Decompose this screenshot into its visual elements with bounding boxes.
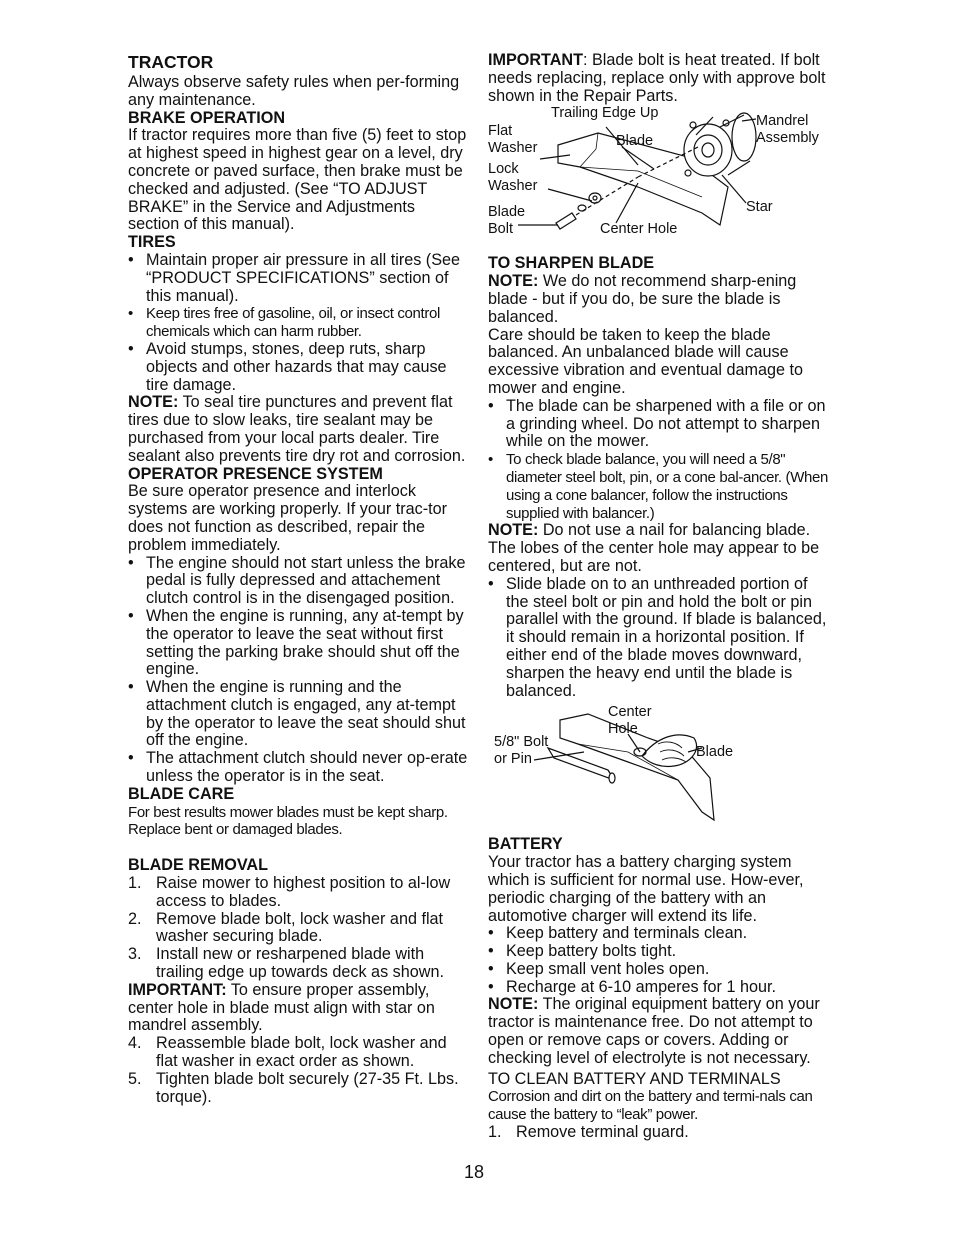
label-pin-1: 5/8" Bolt [494,734,549,751]
label-blade: Blade [616,133,654,150]
note-text: We do not recommend sharp-ening blade - but if you do, be sure the blade is balanced. [488,272,797,326]
label-lock-1: Lock [488,161,519,178]
page-number: 18 [464,1162,485,1182]
ops-heading: OPERATOR PRESENCE SYSTEM [128,464,383,483]
ops-list [128,555,468,786]
step-item [128,911,468,947]
battery-note [488,996,828,1067]
blade-care-heading: BLADE CARE [128,784,235,803]
label-bolt-2: Bolt [488,221,513,238]
step-item [488,1124,828,1142]
tractor-intro: Always observe safety rules when per-forming any maintenance. [128,73,460,109]
clean-steps [488,1124,828,1142]
step-number: 3. [128,945,142,964]
note-label: NOTE: [128,393,179,412]
label-center-1: Center [608,704,652,721]
list-item: • Keep tires free of gasoline, oil, or insect control chemicals which can harm rubber. [128,305,468,341]
list-item: • The attachment clutch should never op-erate unless the operator is in the seat. [128,750,468,786]
step-text: Raise mower to highest position to al-low access to blades. [156,874,451,910]
sharpen-note [488,273,828,326]
label-flat-2: Washer [488,140,538,157]
sharpen-list [488,398,828,523]
step-text: Remove terminal guard. [516,1123,689,1142]
step-item [128,946,468,982]
balance-list [488,576,828,701]
left-column [128,52,468,1106]
label-star: Star [746,199,773,216]
list-item: • Keep battery bolts tight. [488,943,828,961]
label-mandrel-2: Assembly [756,130,819,147]
tires-heading: TIRES [128,233,176,252]
step-number: 2. [128,909,142,928]
note-text: Do not use a nail for balancing blade. The lobes of the center hole may appear to be centered, but are not. [488,521,820,575]
brake-heading: BRAKE OPERATION [128,108,286,127]
removal-steps-a [128,875,468,982]
label-center-hole: Center Hole [600,221,678,238]
removal-steps-b [128,1035,468,1106]
battery-list [488,925,828,996]
important-text: To ensure proper assembly, center hole in blade must align with star on mandrel assembly. [128,980,435,1035]
step-text: Tighten blade bolt securely (27-35 Ft. Lbs. torque). [156,1069,459,1106]
label-bolt-1: Blade [488,204,526,221]
label-mandrel-1: Mandrel [756,113,809,130]
blade-assembly-figure [488,105,828,245]
label-flat-1: Flat [488,123,513,140]
list-item: • The blade can be sharpened with a file or on a grinding wheel. Do not attempt to sharpen while on the mower. [488,398,828,451]
list-item: • When the engine is running and the attachment clutch is engaged, any at-tempt by the operator to leave the seat should shut off the engine. [128,679,468,750]
tractor-heading: TRACTOR [128,52,214,72]
bolt-important [488,52,828,105]
blade-balance-figure [488,704,828,828]
list-item: • Recharge at 6-10 amperes for 1 hour. [488,979,828,997]
label-pin-2: or Pin [494,751,532,768]
ops-text: Be sure operator presence and interlock systems are working properly. If your trac-tor does not function as described, repair the problem immediately. [128,482,448,554]
step-text: Install new or resharpened blade with trailing edge up towards deck as shown. [156,945,444,982]
note-label: NOTE: [488,995,539,1014]
battery-heading: BATTERY [488,835,563,854]
step-item [128,1035,468,1071]
list-item: • To check blade balance, you will need a 5/8" diameter steel bolt, pin, or a cone bal-ancer. (When using a cone balancer, follow the instructions supplied with balancer.) [488,451,828,522]
brake-text: If tractor requires more than five (5) feet to stop at highest speed in highest gear on a level, dry concrete or paved surface, then brake must be checked and adjusted. (See “TO ADJUST BRAKE” in the Service and Adjustments section of this manual). [128,126,467,234]
step-number: 1. [128,874,142,893]
label-blade: Blade [696,744,734,761]
tires-list [128,252,468,394]
step-number: 4. [128,1034,142,1053]
important-text: : Blade bolt is heat treated. If bolt needs replacing, replace only with approve bolt shown in the Repair Parts. [488,51,826,105]
note-text: To seal tire punctures and prevent flat tires due to slow leaks, tire sealant may be purchased from your local parts dealer. Tire sealant also prevents tire dry rot and corrosion. [128,393,466,465]
note-label: NOTE: [488,272,539,291]
sharpen-text: Care should be taken to keep the blade balanced. An unbalanced blade will cause excessive vibration and eventual damage to mower and engine. [488,325,803,397]
list-item: • Avoid stumps, stones, deep ruts, sharp objects and other hazards that may cause tire damage. [128,341,468,394]
important-label: IMPORTANT [488,51,584,69]
note-text: The original equipment battery on your tractor is maintenance free. Do not attempt to open or remove caps or covers. Adding or checking level of electrolyte is not necessary. [488,995,820,1067]
step-text: Reassemble blade bolt, lock washer and flat washer in exact order as shown. [156,1034,447,1071]
step-number: 5. [128,1069,142,1088]
label-center-2: Hole [608,721,638,738]
blade-care-text: For best results mower blades must be kept sharp. Replace bent or damaged blades. [128,803,448,839]
clean-text: Corrosion and dirt on the battery and termi-nals can cause the battery to “leak” power. [488,1088,813,1124]
blade-balance-illustration [488,708,828,828]
label-trailing-edge: Trailing Edge Up [551,105,659,122]
blade-removal-heading: BLADE REMOVAL [128,856,268,875]
spacer [128,839,468,857]
list-item: • When the engine is running, any at-tempt by the operator to leave the seat without first setting the parking brake should shut off the engine. [128,608,468,679]
important-label: IMPORTANT: [128,980,227,999]
list-item: • Keep battery and terminals clean. [488,925,828,943]
label-lock-2: Washer [488,178,538,195]
clean-heading: TO CLEAN BATTERY AND TERMINALS [488,1069,781,1088]
removal-important [128,982,468,1035]
step-text: Remove blade bolt, lock washer and flat washer securing blade. [156,909,444,946]
note-label: NOTE: [488,521,539,540]
balance-note [488,522,828,575]
list-item: • Keep small vent holes open. [488,961,828,979]
battery-text: Your tractor has a battery charging system which is sufficient for normal use. How-ever, periodic charging of the battery with an automotive charger will extend its life. [488,853,804,925]
step-item [128,875,468,911]
tires-note [128,394,468,465]
list-item: • Slide blade on to an unthreaded portion of the steel bolt or pin and hold the bolt or pin parallel with the ground. If blade is balanced, it should remain in a horizontal position. If either end of the blade moves downward, sharpen the heavy end until the blade is balanced. [488,576,828,701]
list-item: • Maintain proper air pressure in all tires (See “PRODUCT SPECIFICATIONS” section of this manual). [128,252,468,305]
step-item [128,1071,468,1107]
sharpen-heading: TO SHARPEN BLADE [488,254,655,273]
step-number: 1. [488,1123,502,1142]
list-item: • The engine should not start unless the brake pedal is fully depressed and attachement clutch control is in the disengaged position. [128,555,468,608]
right-column [488,52,828,1142]
